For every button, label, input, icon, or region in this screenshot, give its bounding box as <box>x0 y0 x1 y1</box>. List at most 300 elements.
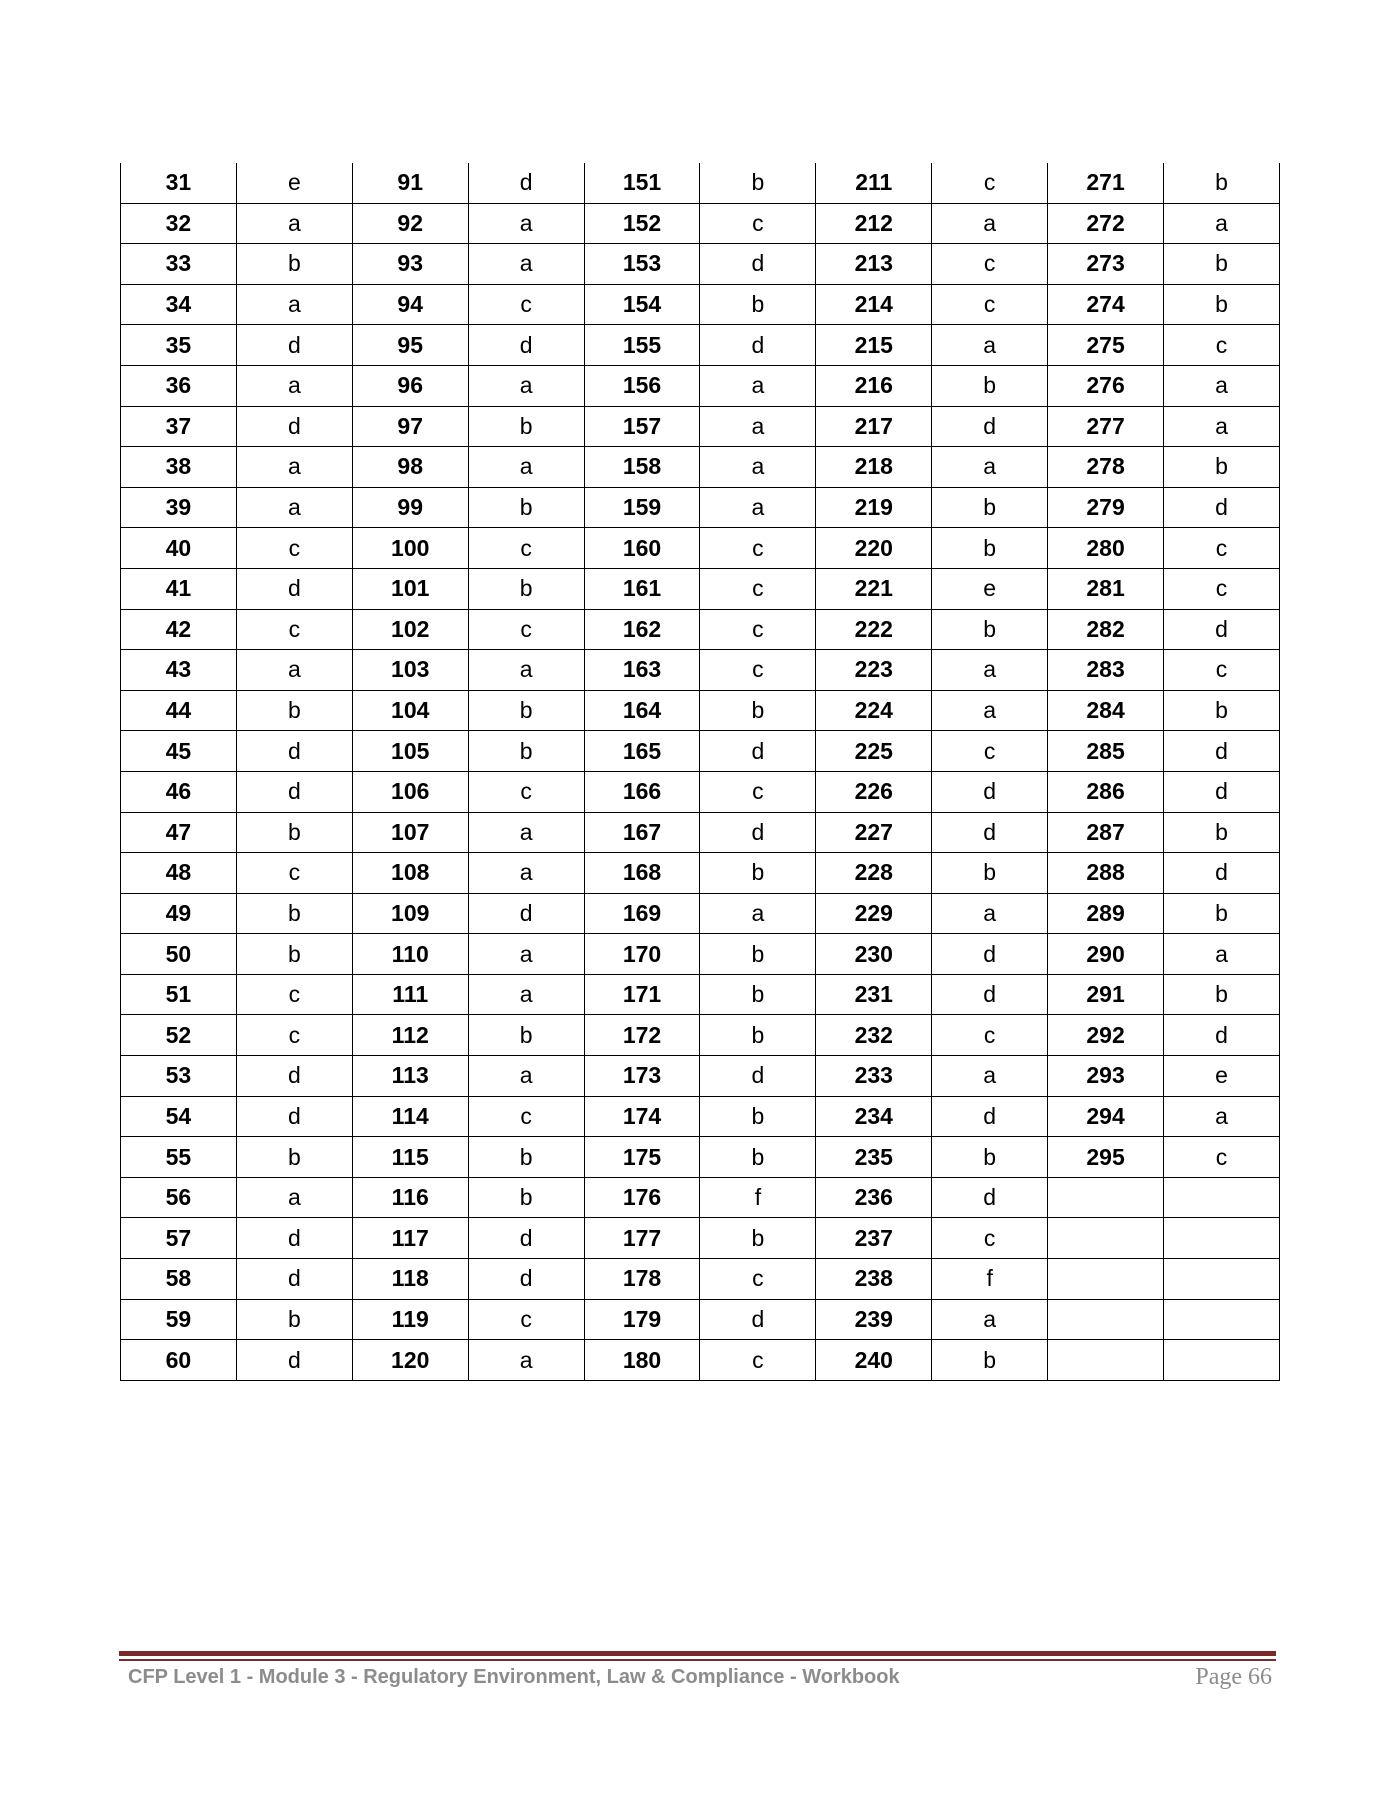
page-number: Page 66 <box>1195 1664 1272 1690</box>
question-number-cell: 275 <box>1048 325 1164 366</box>
answer-cell: c <box>468 1299 584 1340</box>
question-number-cell: 222 <box>816 609 932 650</box>
answer-cell: a <box>468 812 584 853</box>
answer-cell: b <box>700 163 816 203</box>
answer-cell: a <box>932 447 1048 488</box>
table-row <box>121 1096 1280 1137</box>
answer-cell: c <box>468 1096 584 1137</box>
answer-cell <box>1164 1340 1280 1381</box>
answer-cell: d <box>932 812 1048 853</box>
question-number-cell: 116 <box>352 1177 468 1218</box>
table-row <box>121 244 1280 285</box>
answer-cell: d <box>1164 853 1280 894</box>
answer-cell: d <box>1164 771 1280 812</box>
answer-key-table <box>120 163 1280 1381</box>
question-number-cell: 33 <box>121 244 237 285</box>
question-number-cell: 273 <box>1048 244 1164 285</box>
question-number-cell: 234 <box>816 1096 932 1137</box>
answer-cell: d <box>236 406 352 447</box>
question-number-cell: 164 <box>584 690 700 731</box>
answer-cell: c <box>236 609 352 650</box>
question-number-cell: 118 <box>352 1259 468 1300</box>
question-number-cell: 172 <box>584 1015 700 1056</box>
answer-cell: a <box>468 974 584 1015</box>
answer-cell: c <box>1164 568 1280 609</box>
answer-cell: c <box>468 284 584 325</box>
answer-cell: a <box>700 406 816 447</box>
question-number-cell: 92 <box>352 203 468 244</box>
answer-cell: f <box>932 1259 1048 1300</box>
question-number-cell: 228 <box>816 853 932 894</box>
answer-cell: d <box>932 406 1048 447</box>
answer-cell: c <box>236 974 352 1015</box>
answer-cell: b <box>700 1015 816 1056</box>
answer-cell: b <box>700 853 816 894</box>
question-number-cell: 224 <box>816 690 932 731</box>
question-number-cell: 291 <box>1048 974 1164 1015</box>
answer-cell: b <box>1164 690 1280 731</box>
answer-cell: b <box>932 853 1048 894</box>
question-number-cell: 161 <box>584 568 700 609</box>
question-number-cell: 276 <box>1048 365 1164 406</box>
table-row <box>121 650 1280 691</box>
answer-cell: c <box>1164 1137 1280 1178</box>
table-row <box>121 1177 1280 1218</box>
question-number-cell: 237 <box>816 1218 932 1259</box>
table-row <box>121 893 1280 934</box>
answer-cell: a <box>700 447 816 488</box>
question-number-cell: 225 <box>816 731 932 772</box>
question-number-cell: 179 <box>584 1299 700 1340</box>
question-number-cell <box>1048 1299 1164 1340</box>
answer-cell: a <box>236 447 352 488</box>
question-number-cell: 169 <box>584 893 700 934</box>
question-number-cell: 40 <box>121 528 237 569</box>
answer-cell: a <box>468 934 584 975</box>
question-number-cell: 277 <box>1048 406 1164 447</box>
answer-cell: d <box>932 1177 1048 1218</box>
answer-cell: b <box>236 934 352 975</box>
answer-cell: d <box>700 244 816 285</box>
question-number-cell: 31 <box>121 163 237 203</box>
answer-cell: a <box>236 650 352 691</box>
question-number-cell: 230 <box>816 934 932 975</box>
answer-cell: d <box>236 1218 352 1259</box>
question-number-cell: 91 <box>352 163 468 203</box>
answer-cell: a <box>932 203 1048 244</box>
answer-cell: d <box>700 1299 816 1340</box>
question-number-cell: 216 <box>816 365 932 406</box>
question-number-cell: 48 <box>121 853 237 894</box>
footer-title: CFP Level 1 - Module 3 - Regulatory Environment, Law & Compliance - Workbook <box>128 1666 900 1688</box>
answer-key-body <box>121 163 1280 1380</box>
question-number-cell: 217 <box>816 406 932 447</box>
answer-cell: b <box>1164 447 1280 488</box>
question-number-cell: 49 <box>121 893 237 934</box>
answer-cell: e <box>1164 1056 1280 1097</box>
answer-cell: b <box>1164 244 1280 285</box>
answer-cell: b <box>236 244 352 285</box>
answer-cell: b <box>932 487 1048 528</box>
answer-cell: b <box>700 284 816 325</box>
question-number-cell: 233 <box>816 1056 932 1097</box>
answer-cell: d <box>468 325 584 366</box>
table-row <box>121 812 1280 853</box>
answer-cell: a <box>468 853 584 894</box>
answer-cell: a <box>1164 1096 1280 1137</box>
answer-cell: c <box>700 609 816 650</box>
question-number-cell: 51 <box>121 974 237 1015</box>
answer-cell: b <box>700 974 816 1015</box>
answer-cell: a <box>236 1177 352 1218</box>
answer-cell: b <box>468 406 584 447</box>
question-number-cell: 32 <box>121 203 237 244</box>
question-number-cell: 112 <box>352 1015 468 1056</box>
answer-cell: b <box>700 1096 816 1137</box>
table-row <box>121 406 1280 447</box>
question-number-cell: 282 <box>1048 609 1164 650</box>
question-number-cell: 42 <box>121 609 237 650</box>
question-number-cell: 53 <box>121 1056 237 1097</box>
question-number-cell: 289 <box>1048 893 1164 934</box>
table-row <box>121 447 1280 488</box>
question-number-cell: 152 <box>584 203 700 244</box>
answer-cell: c <box>932 1218 1048 1259</box>
question-number-cell: 295 <box>1048 1137 1164 1178</box>
question-number-cell: 236 <box>816 1177 932 1218</box>
question-number-cell: 95 <box>352 325 468 366</box>
answer-cell: b <box>1164 893 1280 934</box>
question-number-cell: 107 <box>352 812 468 853</box>
question-number-cell: 45 <box>121 731 237 772</box>
answer-cell: c <box>932 284 1048 325</box>
answer-cell: b <box>700 1137 816 1178</box>
table-row <box>121 528 1280 569</box>
question-number-cell: 166 <box>584 771 700 812</box>
question-number-cell: 232 <box>816 1015 932 1056</box>
question-number-cell: 274 <box>1048 284 1164 325</box>
answer-cell: b <box>236 893 352 934</box>
answer-cell: d <box>236 325 352 366</box>
answer-cell: d <box>932 771 1048 812</box>
question-number-cell: 100 <box>352 528 468 569</box>
answer-cell: b <box>932 609 1048 650</box>
answer-cell: d <box>700 325 816 366</box>
question-number-cell: 163 <box>584 650 700 691</box>
question-number-cell: 59 <box>121 1299 237 1340</box>
answer-cell: c <box>700 568 816 609</box>
question-number-cell: 180 <box>584 1340 700 1381</box>
question-number-cell: 220 <box>816 528 932 569</box>
answer-cell: b <box>700 1218 816 1259</box>
question-number-cell: 99 <box>352 487 468 528</box>
question-number-cell: 280 <box>1048 528 1164 569</box>
answer-cell: a <box>700 365 816 406</box>
question-number-cell: 288 <box>1048 853 1164 894</box>
answer-cell: d <box>236 771 352 812</box>
answer-cell: d <box>1164 1015 1280 1056</box>
answer-cell: b <box>700 690 816 731</box>
answer-cell: b <box>700 934 816 975</box>
answer-cell: d <box>700 1056 816 1097</box>
question-number-cell: 223 <box>816 650 932 691</box>
question-number-cell: 293 <box>1048 1056 1164 1097</box>
answer-cell: d <box>236 568 352 609</box>
question-number-cell: 54 <box>121 1096 237 1137</box>
answer-cell <box>1164 1259 1280 1300</box>
answer-cell: e <box>932 568 1048 609</box>
question-number-cell: 41 <box>121 568 237 609</box>
answer-cell: a <box>236 365 352 406</box>
table-row <box>121 284 1280 325</box>
answer-cell: a <box>932 1056 1048 1097</box>
table-row <box>121 934 1280 975</box>
answer-cell: a <box>468 447 584 488</box>
answer-cell: b <box>1164 284 1280 325</box>
question-number-cell: 154 <box>584 284 700 325</box>
question-number-cell: 162 <box>584 609 700 650</box>
answer-cell: a <box>1164 203 1280 244</box>
question-number-cell: 160 <box>584 528 700 569</box>
question-number-cell: 290 <box>1048 934 1164 975</box>
question-number-cell: 153 <box>584 244 700 285</box>
answer-cell: c <box>700 1259 816 1300</box>
question-number-cell: 281 <box>1048 568 1164 609</box>
question-number-cell: 173 <box>584 1056 700 1097</box>
answer-cell: d <box>1164 609 1280 650</box>
answer-cell: a <box>236 487 352 528</box>
question-number-cell: 56 <box>121 1177 237 1218</box>
question-number-cell: 240 <box>816 1340 932 1381</box>
answer-cell: c <box>236 528 352 569</box>
question-number-cell: 286 <box>1048 771 1164 812</box>
question-number-cell: 37 <box>121 406 237 447</box>
question-number-cell: 238 <box>816 1259 932 1300</box>
table-row <box>121 609 1280 650</box>
question-number-cell: 98 <box>352 447 468 488</box>
answer-cell: a <box>468 650 584 691</box>
answer-cell: a <box>1164 934 1280 975</box>
answer-cell: b <box>468 731 584 772</box>
answer-cell: a <box>468 244 584 285</box>
question-number-cell: 52 <box>121 1015 237 1056</box>
answer-cell: a <box>236 203 352 244</box>
answer-cell: c <box>700 203 816 244</box>
answer-cell: c <box>700 771 816 812</box>
question-number-cell: 229 <box>816 893 932 934</box>
answer-cell: c <box>1164 528 1280 569</box>
question-number-cell: 58 <box>121 1259 237 1300</box>
question-number-cell: 226 <box>816 771 932 812</box>
answer-cell: a <box>932 1299 1048 1340</box>
question-number-cell: 105 <box>352 731 468 772</box>
answer-cell: d <box>468 893 584 934</box>
question-number-cell: 278 <box>1048 447 1164 488</box>
question-number-cell: 106 <box>352 771 468 812</box>
table-row <box>121 1218 1280 1259</box>
question-number-cell: 175 <box>584 1137 700 1178</box>
question-number-cell: 285 <box>1048 731 1164 772</box>
question-number-cell: 50 <box>121 934 237 975</box>
question-number-cell: 103 <box>352 650 468 691</box>
answer-cell: c <box>700 1340 816 1381</box>
table-row <box>121 690 1280 731</box>
question-number-cell: 34 <box>121 284 237 325</box>
answer-cell: c <box>932 163 1048 203</box>
table-row <box>121 163 1280 203</box>
question-number-cell: 219 <box>816 487 932 528</box>
table-row <box>121 1259 1280 1300</box>
answer-cell: c <box>236 853 352 894</box>
answer-cell <box>1164 1218 1280 1259</box>
answer-cell: b <box>468 487 584 528</box>
answer-cell: a <box>932 893 1048 934</box>
answer-cell: d <box>932 1096 1048 1137</box>
table-row <box>121 853 1280 894</box>
question-number-cell: 284 <box>1048 690 1164 731</box>
question-number-cell: 104 <box>352 690 468 731</box>
answer-cell <box>1164 1177 1280 1218</box>
question-number-cell: 47 <box>121 812 237 853</box>
question-number-cell: 176 <box>584 1177 700 1218</box>
table-row <box>121 203 1280 244</box>
answer-cell: c <box>468 528 584 569</box>
answer-cell: d <box>700 731 816 772</box>
answer-cell: e <box>236 163 352 203</box>
answer-cell: b <box>236 690 352 731</box>
question-number-cell: 119 <box>352 1299 468 1340</box>
answer-cell: d <box>236 1259 352 1300</box>
answer-cell: b <box>932 365 1048 406</box>
question-number-cell: 120 <box>352 1340 468 1381</box>
answer-cell: b <box>468 568 584 609</box>
answer-cell: b <box>1164 974 1280 1015</box>
question-number-cell: 39 <box>121 487 237 528</box>
question-number-cell <box>1048 1340 1164 1381</box>
question-number-cell <box>1048 1259 1164 1300</box>
question-number-cell: 279 <box>1048 487 1164 528</box>
question-number-cell: 227 <box>816 812 932 853</box>
question-number-cell: 97 <box>352 406 468 447</box>
question-number-cell: 60 <box>121 1340 237 1381</box>
table-row <box>121 974 1280 1015</box>
question-number-cell: 165 <box>584 731 700 772</box>
question-number-cell: 94 <box>352 284 468 325</box>
question-number-cell: 102 <box>352 609 468 650</box>
answer-cell: a <box>468 203 584 244</box>
answer-cell: b <box>932 1137 1048 1178</box>
answer-cell: d <box>700 812 816 853</box>
answer-cell: b <box>468 1177 584 1218</box>
table-row <box>121 365 1280 406</box>
question-number-cell: 294 <box>1048 1096 1164 1137</box>
question-number-cell: 96 <box>352 365 468 406</box>
answer-cell: a <box>932 650 1048 691</box>
question-number-cell: 170 <box>584 934 700 975</box>
question-number-cell: 168 <box>584 853 700 894</box>
footer-rule-thin <box>119 1659 1276 1661</box>
question-number-cell: 178 <box>584 1259 700 1300</box>
answer-cell: c <box>700 650 816 691</box>
question-number-cell: 235 <box>816 1137 932 1178</box>
question-number-cell: 239 <box>816 1299 932 1340</box>
question-number-cell: 174 <box>584 1096 700 1137</box>
question-number-cell: 57 <box>121 1218 237 1259</box>
answer-cell: d <box>468 163 584 203</box>
footer-rule-thick <box>119 1651 1276 1656</box>
answer-cell: a <box>1164 365 1280 406</box>
answer-cell: a <box>1164 406 1280 447</box>
answer-cell: d <box>1164 487 1280 528</box>
question-number-cell: 110 <box>352 934 468 975</box>
answer-cell: a <box>468 365 584 406</box>
answer-cell: c <box>236 1015 352 1056</box>
table-row <box>121 731 1280 772</box>
question-number-cell: 171 <box>584 974 700 1015</box>
answer-cell: b <box>468 1015 584 1056</box>
answer-cell: d <box>236 1096 352 1137</box>
question-number-cell: 111 <box>352 974 468 1015</box>
answer-cell: a <box>932 325 1048 366</box>
question-number-cell: 115 <box>352 1137 468 1178</box>
question-number-cell: 35 <box>121 325 237 366</box>
answer-cell: b <box>236 1137 352 1178</box>
answer-cell: d <box>932 934 1048 975</box>
question-number-cell: 43 <box>121 650 237 691</box>
question-number-cell: 55 <box>121 1137 237 1178</box>
table-row <box>121 1056 1280 1097</box>
question-number-cell: 167 <box>584 812 700 853</box>
question-number-cell: 155 <box>584 325 700 366</box>
answer-cell: a <box>700 487 816 528</box>
table-row <box>121 1137 1280 1178</box>
question-number-cell: 292 <box>1048 1015 1164 1056</box>
answer-cell: b <box>236 812 352 853</box>
answer-cell: b <box>236 1299 352 1340</box>
question-number-cell: 211 <box>816 163 932 203</box>
question-number-cell: 287 <box>1048 812 1164 853</box>
answer-cell: d <box>236 1340 352 1381</box>
answer-cell: b <box>468 1137 584 1178</box>
table-row <box>121 568 1280 609</box>
answer-cell: b <box>932 528 1048 569</box>
table-row <box>121 1015 1280 1056</box>
answer-cell: a <box>700 893 816 934</box>
question-number-cell <box>1048 1218 1164 1259</box>
answer-cell: b <box>1164 812 1280 853</box>
answer-cell: b <box>932 1340 1048 1381</box>
table-row <box>121 1299 1280 1340</box>
question-number-cell: 151 <box>584 163 700 203</box>
question-number-cell: 101 <box>352 568 468 609</box>
question-number-cell: 114 <box>352 1096 468 1137</box>
table-row <box>121 487 1280 528</box>
table-row <box>121 771 1280 812</box>
question-number-cell: 38 <box>121 447 237 488</box>
answer-cell: d <box>236 1056 352 1097</box>
question-number-cell: 272 <box>1048 203 1164 244</box>
answer-cell <box>1164 1299 1280 1340</box>
question-number-cell: 231 <box>816 974 932 1015</box>
answer-cell: d <box>1164 731 1280 772</box>
answer-cell: d <box>932 974 1048 1015</box>
answer-cell: c <box>1164 650 1280 691</box>
question-number-cell: 109 <box>352 893 468 934</box>
question-number-cell: 215 <box>816 325 932 366</box>
answer-cell: c <box>932 1015 1048 1056</box>
answer-cell: d <box>468 1259 584 1300</box>
answer-cell: c <box>932 731 1048 772</box>
